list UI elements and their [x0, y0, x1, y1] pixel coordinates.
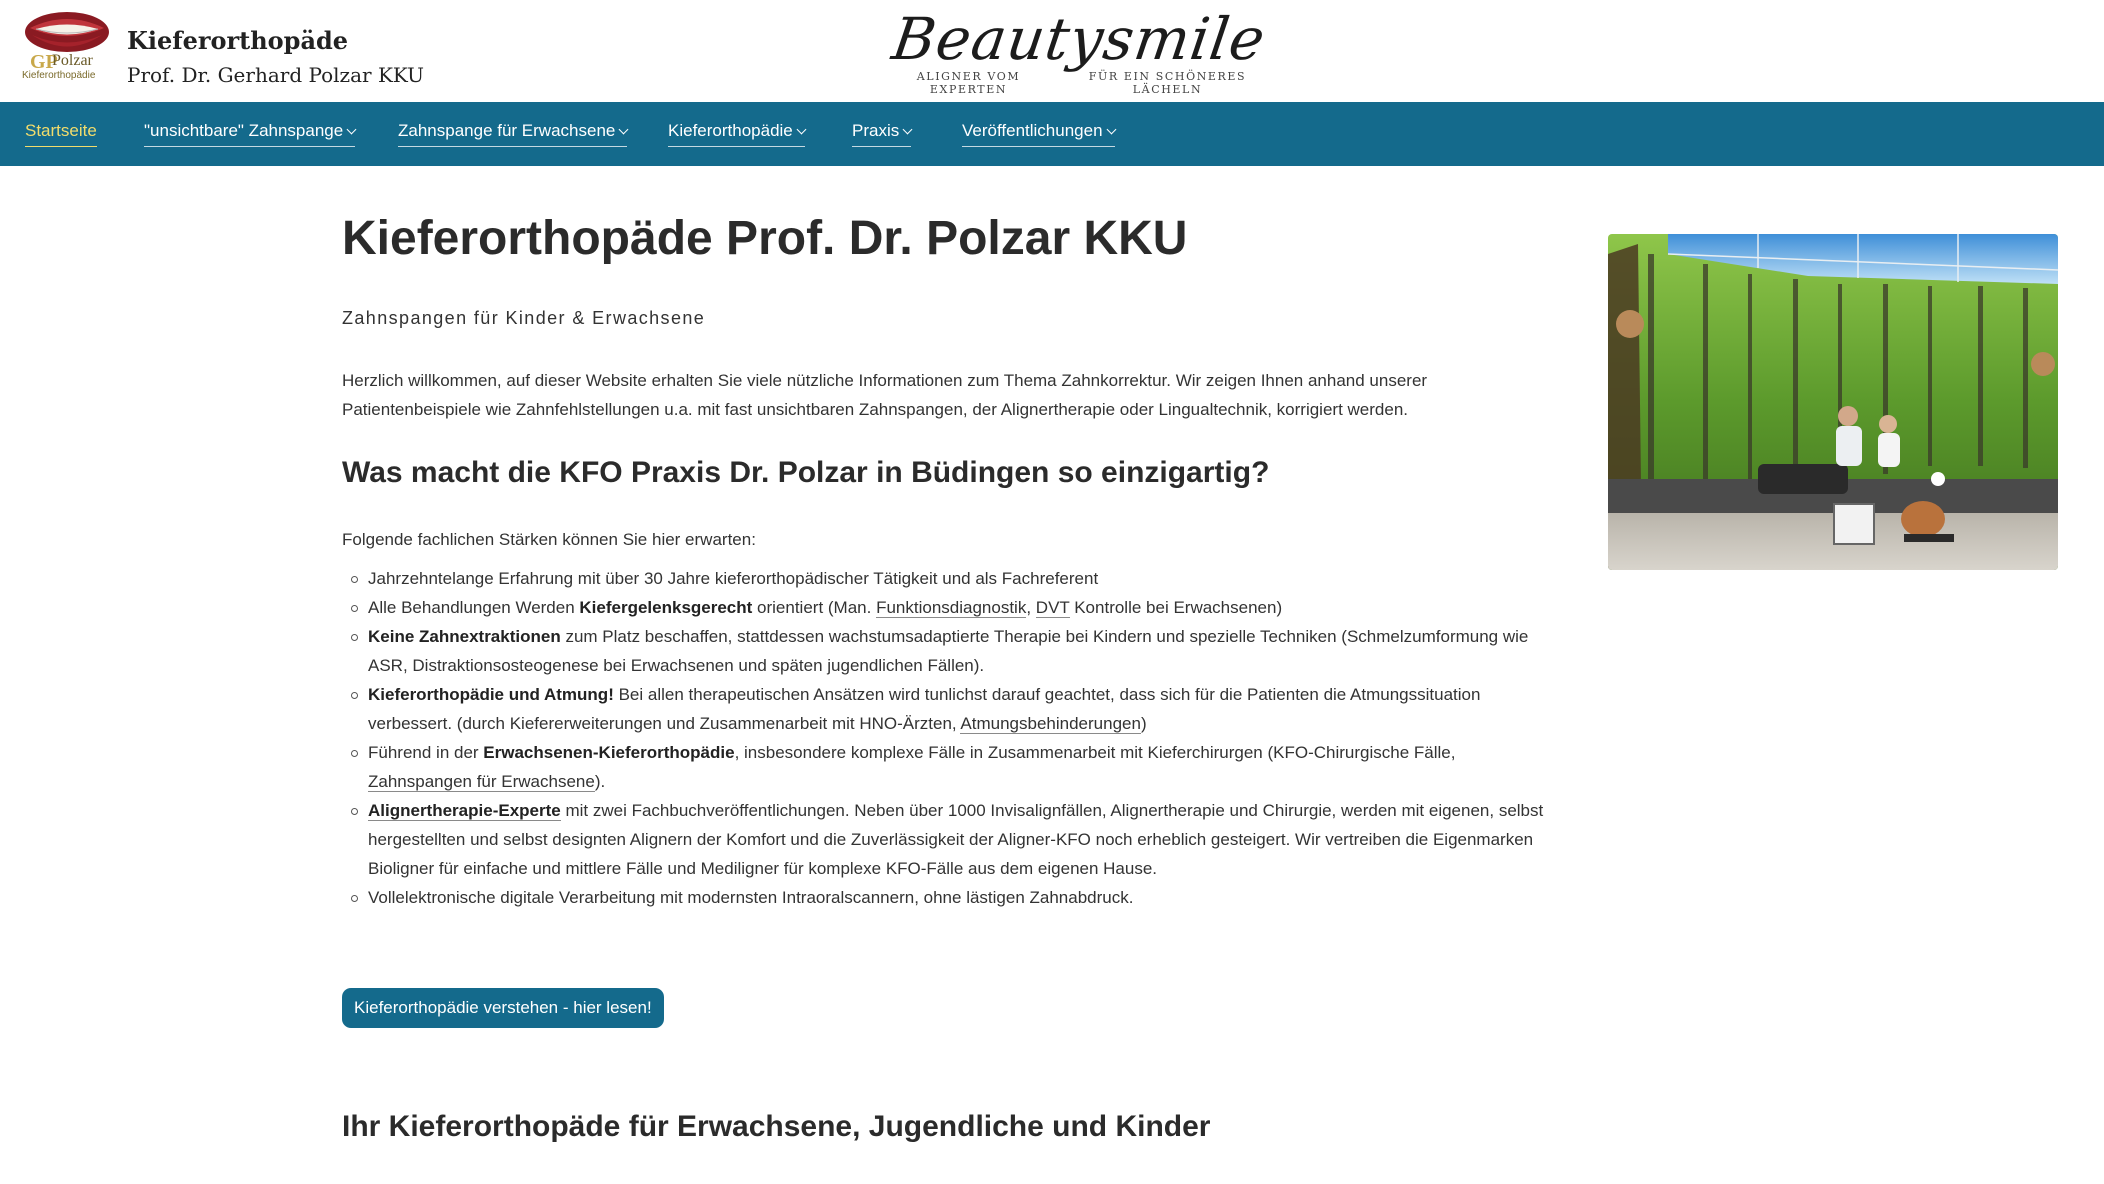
chevron-down-icon [903, 125, 913, 135]
list-item [368, 680, 1558, 738]
site-branding[interactable] [127, 24, 424, 92]
beautysmile-tag-right: FÜR EIN SCHÖNERES LÄCHELN [1088, 70, 1247, 96]
intro-paragraph: Herzlich willkommen, auf dieser Website erhalten Sie viele nützliche Informationen zum Thema Zahnkorrektur. Wir zeigen Ihnen anhand unserer Patientenbeispiele wie Zahnfehlstellungen u.a. mit fast unsichtbaren Zahnspangen, der Alignertherapie oder Lingualtechnik, korrigiert werden. [342, 371, 1428, 419]
beautysmile-tag-left: ALIGNER VOM EXPERTEN [916, 70, 1021, 96]
beautysmile-tagline [874, 70, 1284, 96]
nav-item-label: Zahnspange für Erwachsene [398, 121, 616, 140]
link-zahnspangen-erwachsene[interactable]: Zahnspangen für Erwachsene [368, 772, 595, 791]
svg-text:GP: GP [30, 51, 58, 73]
feature-text: orientiert (Man. [752, 598, 877, 617]
link-funktionsdiagnostik[interactable]: Funktionsdiagnostik [876, 598, 1027, 617]
nav-item-praxis[interactable] [852, 120, 911, 147]
feature-text: Jahrzehntelange Erfahrung mit über 30 Jahre kieferorthopädischer Tätigkeit und als Fachreferent [368, 569, 1099, 588]
nav-item-zahnspange-erwachsene[interactable] [398, 120, 627, 147]
page-title: Kieferorthopäde Prof. Dr. Polzar KKU [342, 212, 1188, 265]
nav-item-unsichtbare-zahnspange[interactable] [144, 120, 355, 147]
list-item [368, 738, 1558, 796]
kieferorthopaedie-verstehen-button[interactable]: Kieferorthopädie verstehen - hier lesen! [342, 988, 664, 1028]
chevron-down-icon [1106, 125, 1116, 135]
nav-item-label: Startseite [25, 121, 97, 140]
feature-text: mit zwei Fachbuchveröffentlichungen. Neben über 1000 Invisalignfällen, Alignertherapie und Chirurgie, werden mit eigenen, selbst hergestellten und selbst designten Alignern der Komfort und die Zuverlässigkeit der Aligner-KFO noch erheblich gesteigert. Wir vertreiben die Eigenmarken Bioligner für einfache und mittlere Fälle und Mediligner für komplexe KFO-Fälle aus dem eigenen Hause. [368, 801, 1544, 878]
feature-text: , insbesondere komplexe Fälle in Zusammenarbeit mit Kieferchirurgen (KFO-Chirurgische Fälle, [734, 743, 1456, 762]
practice-photo [1608, 234, 2058, 570]
nav-item-veroeffentlichungen[interactable] [962, 120, 1115, 147]
site-header [0, 0, 2104, 102]
feature-text: Vollelektronische digitale Verarbeitung mit modernsten Intraoralscannern, ohne lästigen Zahnabdruck. [368, 888, 1134, 907]
feature-bold: Kiefergelenksgerecht [579, 598, 753, 617]
link-dvt[interactable]: DVT [1035, 598, 1070, 617]
section-heading-erwachsene-kinder: Ihr Kieferorthopäde für Erwachsene, Jugendliche und Kinder [342, 1110, 1211, 1143]
feature-bold: Keine Zahnextraktionen [368, 627, 561, 646]
feature-text: Bei allen therapeutischen Ansätzen wird tunlichst darauf geachtet, dass sich für die Patienten die Atmungssituation verbessert. (durch Kiefererweiterungen und Zusammenarbeit mit HNO-Ärzten, [368, 685, 1481, 733]
nav-item-label: Veröffentlichungen [962, 121, 1103, 140]
feature-bold: Erwachsenen-Kieferorthopädie [483, 743, 735, 762]
beautysmile-wordmark: Beautysmile [888, 5, 1270, 73]
nav-item-startseite[interactable] [25, 120, 97, 147]
chevron-down-icon [619, 125, 629, 135]
forest-room-image [1608, 234, 2058, 570]
features-lead: Folgende fachlichen Stärken können Sie hier erwarten: [342, 530, 756, 549]
main-navigation [0, 102, 2104, 166]
logo-wordmark: Polzar [52, 52, 93, 69]
chevron-down-icon [796, 125, 806, 135]
feature-text: ) [1140, 714, 1147, 733]
list-item [368, 593, 1558, 622]
feature-text: , [1026, 598, 1036, 617]
list-item [368, 796, 1558, 883]
feature-bold: Kieferorthopädie und Atmung! [368, 685, 614, 704]
feature-text: Kontrolle bei Erwachsenen) [1069, 598, 1283, 617]
feature-text: Alle Behandlungen Werden [368, 598, 580, 617]
nav-item-label: Praxis [852, 121, 900, 140]
feature-text: Führend in der [368, 743, 484, 762]
site-title: Kieferorthopäde [127, 26, 349, 55]
features-list [342, 564, 1558, 912]
nav-item-label: Kieferorthopädie [668, 121, 793, 140]
nav-item-kieferorthopaedie[interactable] [668, 120, 805, 147]
list-item [368, 622, 1558, 680]
practice-logo[interactable] [22, 10, 112, 86]
list-item [368, 564, 1558, 593]
page-subtitle: Zahnspangen für Kinder & Erwachsene [342, 308, 706, 328]
beautysmile-logo[interactable] [874, 5, 1284, 96]
site-subtitle: Prof. Dr. Gerhard Polzar KKU [127, 63, 424, 87]
link-alignertherapie-experte[interactable]: Alignertherapie-Experte [368, 801, 561, 820]
link-atmungsbehinderungen[interactable]: Atmungsbehinderungen [960, 714, 1141, 733]
logo-tagline: Kieferorthopädie [22, 70, 96, 81]
section-heading-einzigartig: Was macht die KFO Praxis Dr. Polzar in Büdingen so einzigartig? [342, 456, 1270, 489]
feature-text: ). [594, 772, 606, 791]
chevron-down-icon [347, 125, 357, 135]
feature-text: zum Platz beschaffen, stattdessen wachstumsadaptierte Therapie bei Kindern und spezielle Techniken (Schmelzumformung wie ASR, Distraktionsosteogenese bei Erwachsenen und späten jugendlichen Fällen). [368, 627, 1529, 675]
list-item [368, 883, 1558, 912]
nav-item-label: "unsichtbare" Zahnspange [144, 121, 344, 140]
